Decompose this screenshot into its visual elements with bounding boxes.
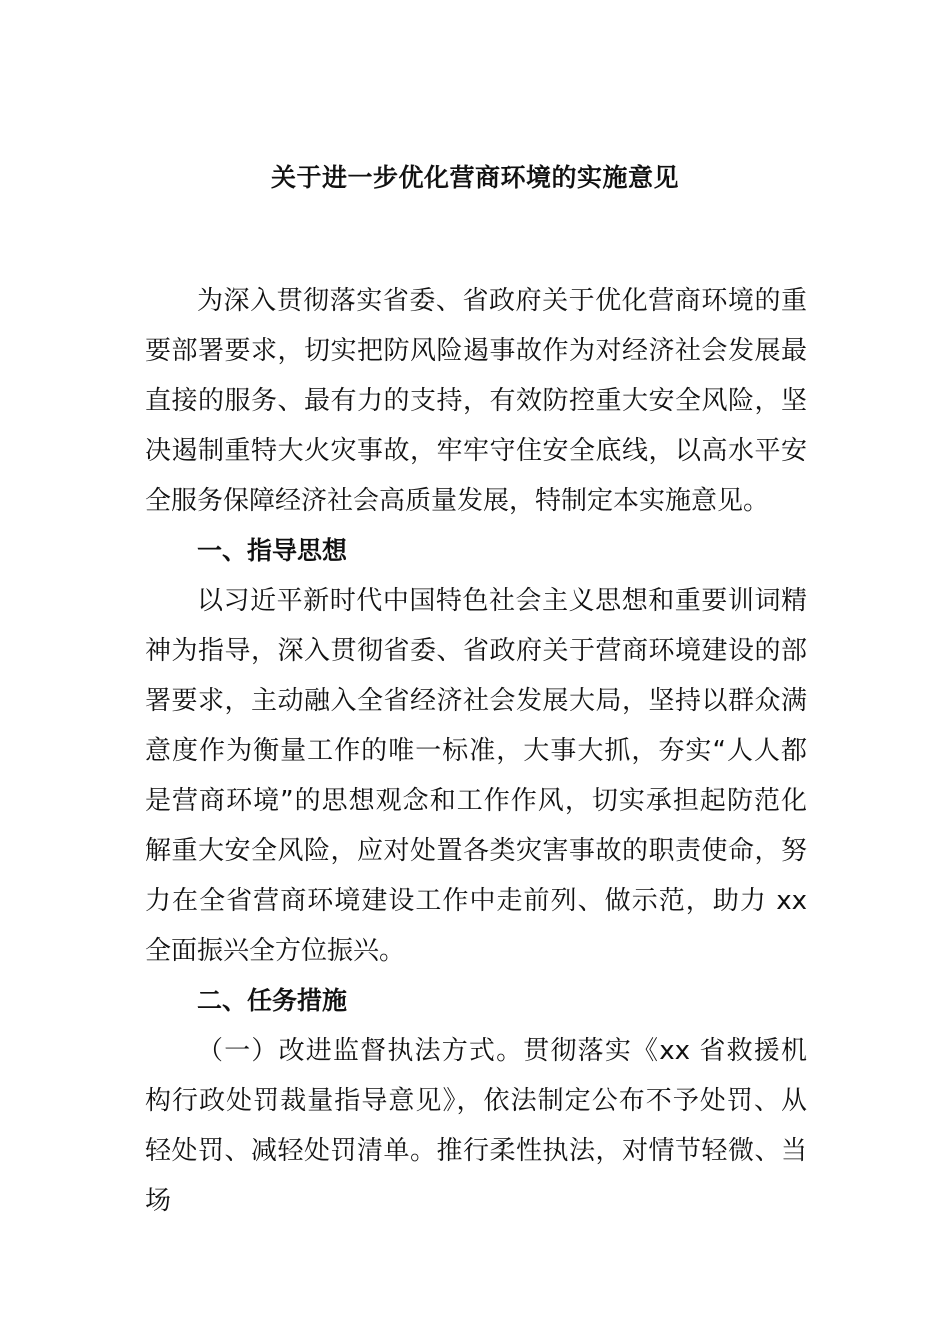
- section-heading-tasks-measures: 二、任务措施: [197, 986, 348, 1015]
- tasks-measures-item-1: （一）改进监督执法方式。贯彻落实《xx 省救援机构行政处罚裁量指导意见》，依法制定公布不予处罚、从轻处罚、减轻处罚清单。推行柔性执法，对情节轻微、当场: [145, 1036, 807, 1216]
- section-heading-guiding-ideology: 一、指导思想: [197, 536, 348, 565]
- document-title: 关于进一步优化营商环境的实施意见: [270, 163, 679, 192]
- guiding-ideology-paragraph: 以习近平新时代中国特色社会主义思想和重要训词精神为指导，深入贯彻省委、省政府关于营商环境建设的部署要求，主动融入全省经济社会发展大局，坚持以群众满意度作为衡量工作的唯一标准，大事大抓，夯实“人人都是营商环境”的思想观念和工作作风，切实承担起防范化解重大安全风险，应对处置各类灾害事故的职责使命，努力在全省营商环境建设工作中走前列、做示范，助力 xx 全面振兴全方位振兴。: [145, 586, 807, 966]
- intro-paragraph: 为深入贯彻落实省委、省政府关于优化营商环境的重要部署要求，切实把防风险遏事故作为对经济社会发展最直接的服务、最有力的支持，有效防控重大安全风险，坚决遏制重特大火灾事故，牢牢守住安全底线，以高水平安全服务保障经济社会高质量发展，特制定本实施意见。: [145, 286, 807, 516]
- document-body: [145, 276, 807, 1226]
